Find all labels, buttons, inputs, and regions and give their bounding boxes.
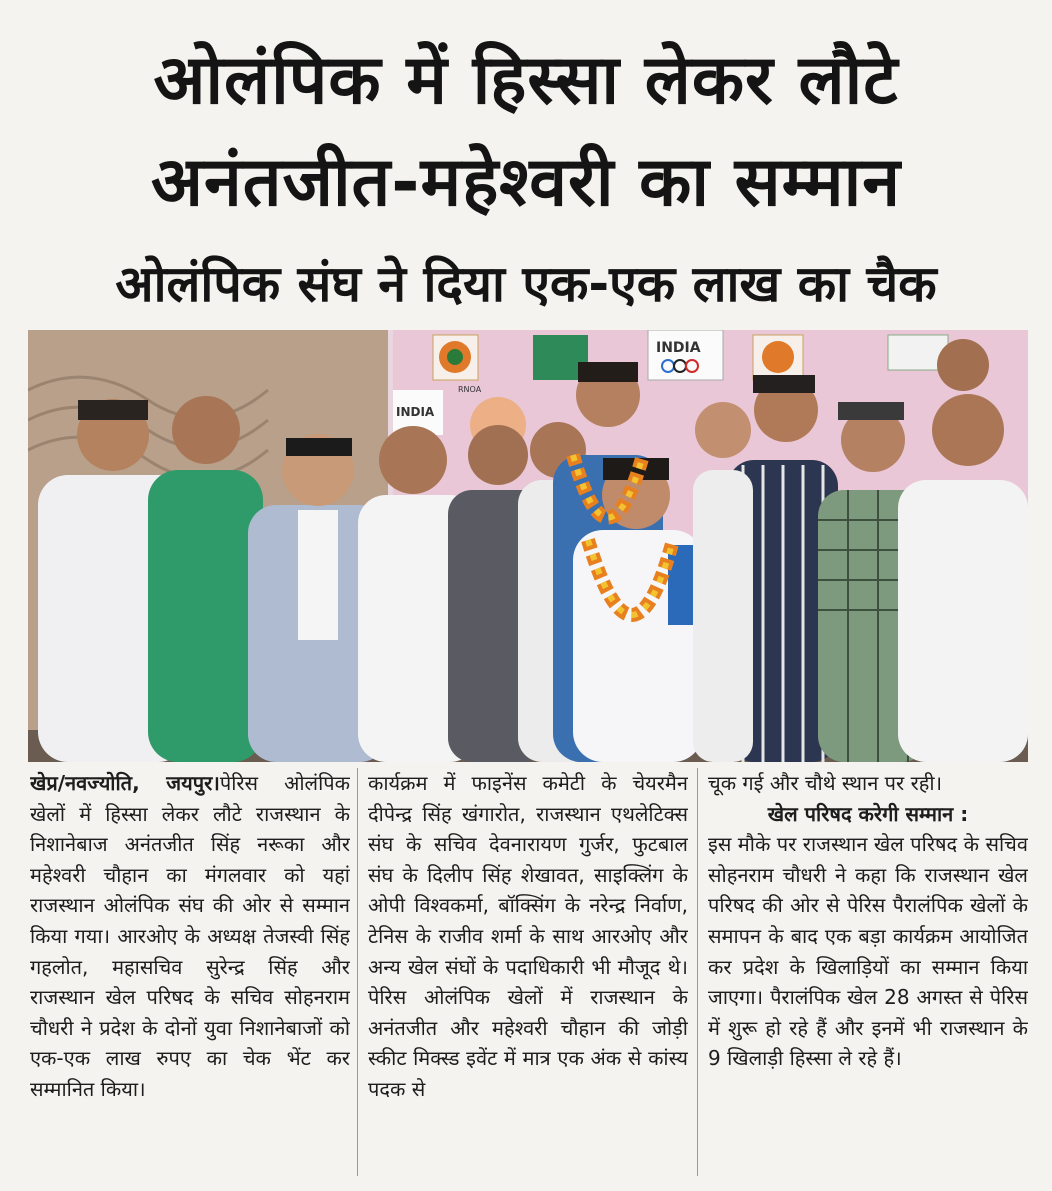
column-1-body: पेरिस ओलंपिक खेलों में हिस्सा लेकर लौटे राजस्थान के निशानेबाज अनंतजीत सिंह नरूका और महेश्वरी चौहान का मंगलवार को यहां राजस्थान ओलंपिक संघ की ओर से सम्मान किया गया। आरओए के अध्यक्ष तेजस्वी सिंह गहलोत, महासचिव सुरेन्द्र सिंह और राजस्थान खेल परिषद के सचिव सोहनराम चौधरी ने प्रदेश के दोनों युवा निशानेबाजों को एक-एक लाख रुपए का चेक भेंट कर सम्मानित किया। — [30, 771, 350, 1101]
column-2-body: कार्यक्रम में फाइनेंस कमेटी के चेयरमैन दीपेन्द्र सिंह खंगारोत, राजस्थान एथलेटिक्स संघ के सचिव देवनारायण गुर्जर, फुटबाल संघ के दिलीप सिंह शेखावत, साइक्लिंग के ओपी विश्वकर्मा, बॉक्सिंग के नरेन्द्र निर्वाण, टेनिस के राजीव शर्मा के साथ आरओए और अन्य खेल संघों के पदाधिकारी भी मौजूद थे। पेरिस ओलंपिक खेलों में राजस्थान के अनंतजीत और महेश्वरी चौहान की जोड़ी स्कीट मिक्स्ड इवेंट में मात्र एक अंक से कांस्य पदक से — [368, 771, 688, 1101]
headline-line-1: ओलंपिक में हिस्सा लेकर लौटे — [153, 41, 899, 120]
banner-label-4: RNOA — [458, 385, 482, 394]
banner-label-1: INDIA — [656, 340, 701, 356]
column-1-text — [30, 768, 350, 1105]
column-3-lead: चूक गई और चौथे स्थान पर रही। — [708, 771, 943, 795]
article-column-3 — [708, 768, 1028, 1178]
banner-label-2: INDIA — [396, 405, 435, 419]
column-divider-2 — [697, 768, 698, 1176]
column-3-subhead: खेल परिषद करेगी सम्मान : — [767, 801, 969, 826]
dateline: खेप्र/नवज्योति, जयपुर। — [30, 771, 220, 795]
column-3-body: इस मौके पर राजस्थान खेल परिषद के सचिव सोहनराम चौधरी ने कहा कि राजस्थान खेल परिषद की ओर से पेरिस पैरालंपिक खेलों के समापन के बाद एक बड़ा कार्यक्रम आयोजित कर प्रदेश के खिलाड़ियों का सम्मान किया जाएगा। पैरालंपिक खेल 28 अगस्त से पेरिस में शुरू हो रहे हैं और इनमें भी राजस्थान के 9 खिलाड़ी हिस्सा ले रहे हैं। — [708, 832, 1028, 1071]
news-photo — [28, 330, 1028, 762]
subheadline: ओलंपिक संघ ने दिया एक-एक लाख का चैक — [115, 255, 937, 313]
headline-line-2: अनंतजीत-महेश्वरी का सम्मान — [151, 143, 901, 222]
article-column-1 — [30, 768, 350, 1178]
column-divider-1 — [357, 768, 358, 1176]
article-column-2 — [368, 768, 688, 1178]
